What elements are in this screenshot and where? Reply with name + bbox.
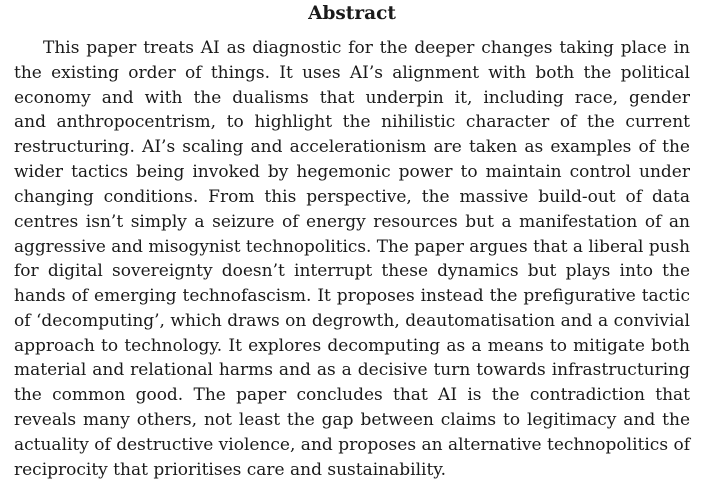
abstract-line-11: hands of emerging technofascism. It proposes instead the prefigurative tactic: [14, 285, 690, 306]
abstract-line-3: economy and with the dualisms that underpin it, including race, gender: [14, 87, 690, 108]
abstract-line-15: the common good. The paper concludes that AI is the contradiction that: [14, 385, 690, 406]
abstract-line-1: This paper treats AI as diagnostic for the deeper changes taking place in: [43, 38, 690, 58]
abstract-paragraph: [14, 36, 690, 482]
abstract-line-7: changing conditions. From this perspective, the massive build-out of data: [14, 186, 690, 207]
abstract-heading: Abstract: [308, 3, 396, 24]
abstract-line-2: the existing order of things. It uses AI’s alignment with both the political: [14, 62, 690, 83]
abstract-line-13: approach to technology. It explores decomputing as a means to mitigate both: [14, 335, 690, 356]
abstract-line-18: reciprocity that prioritises care and sustainability.: [14, 459, 447, 480]
abstract-line-4: and anthropocentrism, to highlight the nihilistic character of the current: [14, 112, 690, 133]
abstract-line-9: aggressive and misogynist technopolitics. The paper argues that a liberal push: [14, 236, 690, 257]
abstract-line-10: for digital sovereignty doesn’t interrupt these dynamics but plays into the: [14, 261, 690, 282]
abstract-line-14: material and relational harms and as a decisive turn towards infrastructuring: [14, 360, 690, 381]
abstract-line-8: centres isn’t simply a seizure of energy resources but a manifestation of an: [14, 211, 690, 232]
abstract-line-12: of ‘decomputing’, which draws on degrowth, deautomatisation and a convivial: [14, 310, 690, 331]
abstract-line-17: actuality of destructive violence, and proposes an alternative technopolitics of: [14, 434, 690, 455]
abstract-line-6: wider tactics being invoked by hegemonic power to maintain control under: [14, 161, 690, 182]
abstract-line-5: restructuring. AI’s scaling and accelerationism are taken as examples of the: [14, 137, 690, 158]
abstract-line-16: reveals many others, not least the gap between claims to legitimacy and the: [14, 409, 690, 430]
abstract-section: [14, 2, 690, 482]
